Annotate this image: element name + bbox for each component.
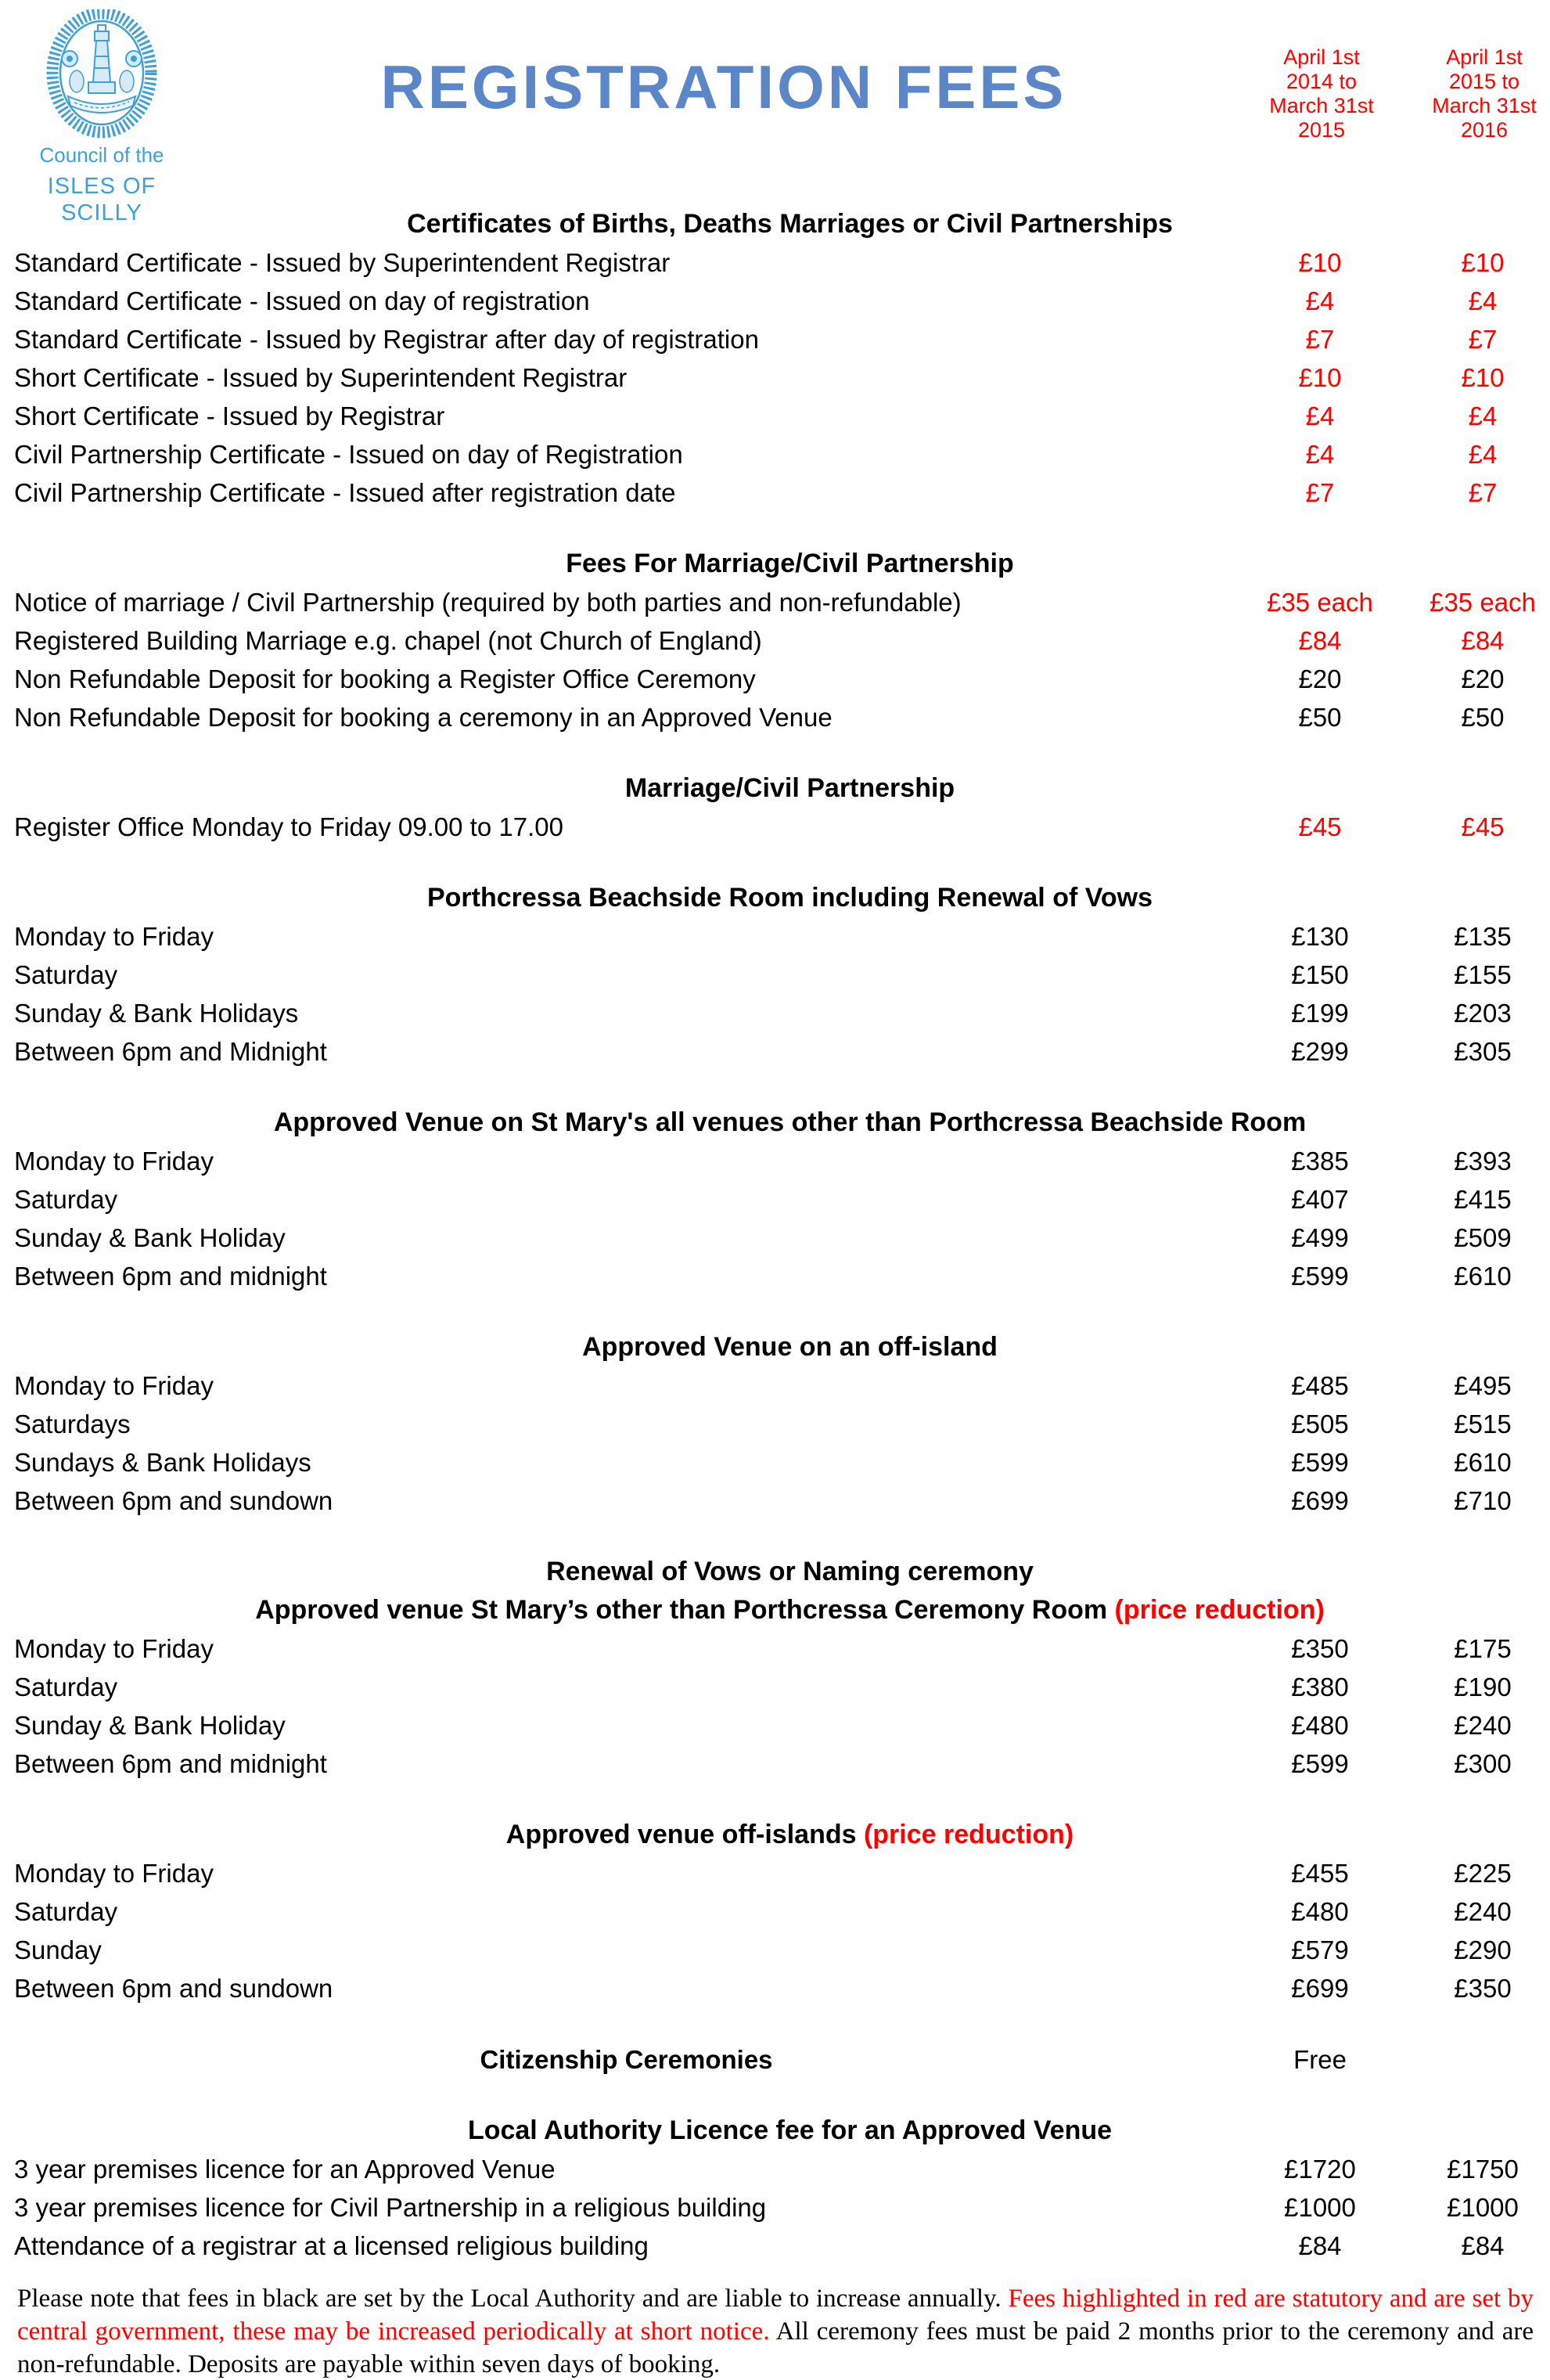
section-title: Approved Venue on an off-island: [582, 1332, 998, 1362]
fee-row: [0, 1668, 1550, 1706]
fee-label: Notice of marriage / Civil Partnership (required by both parties and non-refundable): [14, 587, 962, 617]
fee-row: [0, 1180, 1550, 1219]
period1-line2: 2014 to: [1286, 70, 1358, 93]
fee-label: Attendance of a registrar at a licensed religious building: [14, 2231, 649, 2260]
period2-line3: March 31st: [1432, 94, 1537, 117]
fee-2014-15-value: £350: [1291, 1633, 1349, 1663]
fee-row: [0, 2188, 1550, 2227]
price-reduction-note: (price reduction): [1114, 1595, 1325, 1625]
fee-row: [0, 358, 1550, 397]
fee-2014-15-value: £599: [1291, 1261, 1349, 1291]
fee-2014-15-value: £4: [1305, 439, 1335, 469]
fee-2015-16-value: £350: [1454, 1973, 1512, 2003]
logo-caption-line1: Council of the: [39, 143, 164, 167]
fee-2014-15-value: £505: [1291, 1409, 1349, 1438]
section-subtitle: [0, 1591, 1550, 1629]
section-title: Local Authority Licence fee for an Approved Venue: [467, 2115, 1113, 2145]
fee-label: Sunday & Bank Holiday: [14, 1222, 286, 1252]
section-title: Marriage/Civil Partnership: [624, 773, 955, 803]
fee-2015-16-value: £84: [1461, 2231, 1505, 2260]
fee-label: Standard Certificate - Issued on day of registration: [14, 286, 590, 315]
fee-row: [0, 2040, 1550, 2079]
fee-row: [0, 1366, 1550, 1405]
fee-2015-16-value: £225: [1454, 1858, 1512, 1888]
footer-note-red: Fees highlighted in red are statutory and are set by central government, these may be increased periodically at short notice.: [17, 2285, 1534, 2346]
fee-2014-15-value: £299: [1291, 1036, 1349, 1066]
fee-2015-16-value: £305: [1454, 1036, 1512, 1066]
section-approved-venue-off-island: [0, 1328, 1550, 1520]
fee-2014-15-value: £7: [1305, 477, 1335, 507]
logo-caption-line2: ISLES OF SCILLY: [47, 174, 156, 225]
section-title: Porthcressa Beachside Room including Renewal of Vows: [426, 883, 1153, 913]
fee-label: Saturday: [14, 1896, 118, 1926]
footer-note-black-1: Please note that fees in black are set by the Local Authority and are liable to increase annually.: [17, 2285, 1009, 2313]
fee-2015-16-value: £45: [1461, 812, 1505, 841]
section-title-text: Approved venue off-islands: [505, 1820, 864, 1849]
fee-2015-16-value: £290: [1454, 1935, 1512, 1964]
fee-2015-16-value: £710: [1454, 1485, 1512, 1515]
fee-row: [0, 1969, 1550, 2007]
fee-2014-15-value: Free: [1293, 2044, 1347, 2074]
fee-row: [0, 660, 1550, 698]
fee-2015-16-value: £4: [1468, 439, 1498, 469]
fee-label: Monday to Friday: [14, 921, 214, 951]
fee-2015-16-value: £10: [1461, 362, 1505, 392]
fee-2014-15-value: £380: [1291, 1672, 1349, 1701]
price-reduction-note: (price reduction): [863, 1820, 1074, 1849]
fee-2014-15-value: £485: [1291, 1370, 1349, 1400]
fee-label: Monday to Friday: [14, 1370, 214, 1400]
section-title: [0, 1816, 1550, 1854]
fee-label: Between 6pm and Midnight: [14, 1036, 327, 1066]
fee-label: Civil Partnership Certificate - Issued after registration date: [14, 477, 676, 507]
page-title: REGISTRATION FEES: [380, 52, 1067, 121]
fee-label: Between 6pm and midnight: [14, 1261, 327, 1291]
fee-2014-15-value: £579: [1291, 1935, 1349, 1964]
fee-2014-15-value: £480: [1291, 1896, 1349, 1926]
fee-row: [0, 1744, 1550, 1783]
fee-label: Sundays & Bank Holidays: [14, 1447, 311, 1477]
fee-row: [0, 1931, 1550, 1969]
fee-row: [0, 2227, 1550, 2265]
fee-label: Short Certificate - Issued by Registrar: [14, 401, 445, 430]
period1-line1: April 1st: [1283, 45, 1360, 69]
fee-row: [0, 243, 1550, 282]
fee-label: Saturday: [14, 1672, 118, 1701]
fee-label: Sunday & Bank Holidays: [14, 998, 299, 1028]
fee-2014-15-value: £1000: [1284, 2192, 1356, 2222]
fee-row: [0, 1854, 1550, 1892]
fee-2014-15-value: £455: [1291, 1858, 1349, 1888]
fee-2014-15-value: £4: [1305, 286, 1335, 315]
fee-2014-15-value: £84: [1298, 625, 1342, 655]
section-certificates: [0, 205, 1550, 512]
fee-row: [0, 1706, 1550, 1744]
fee-2014-15-value: £84: [1298, 2231, 1342, 2260]
fee-row: [0, 698, 1550, 736]
fee-2014-15-value: £385: [1291, 1146, 1349, 1176]
period-column-2015-2016: [1414, 45, 1550, 142]
section-porthcressa: [0, 879, 1550, 1071]
fee-row: [0, 917, 1550, 956]
fee-2015-16-value: £4: [1468, 286, 1498, 315]
fee-2014-15-value: £35 each: [1267, 587, 1373, 617]
fee-2014-15-value: £199: [1291, 998, 1349, 1028]
fee-label: Sunday & Bank Holiday: [14, 1710, 286, 1740]
fee-2015-16-value: £4: [1468, 401, 1498, 430]
fee-2014-15-value: £50: [1298, 702, 1342, 732]
fee-2015-16-value: £7: [1468, 324, 1498, 354]
council-seal-icon: [29, 9, 174, 139]
fee-2015-16-value: £1000: [1447, 2192, 1519, 2222]
period2-line2: 2015 to: [1448, 70, 1520, 93]
fee-row: [0, 956, 1550, 994]
fee-2015-16-value: £240: [1454, 1896, 1512, 1926]
fee-row: [0, 1032, 1550, 1071]
fee-2014-15-value: £45: [1298, 812, 1342, 841]
fee-2015-16-value: £509: [1454, 1222, 1512, 1252]
fee-label: Registered Building Marriage e.g. chapel (not Church of England): [14, 625, 762, 655]
fee-label: 3 year premises licence for Civil Partnership in a religious building: [14, 2192, 767, 2222]
fee-label: Monday to Friday: [14, 1146, 214, 1176]
fee-label: Monday to Friday: [14, 1858, 214, 1888]
fee-2014-15-value: £480: [1291, 1710, 1349, 1740]
fee-row: [0, 1142, 1550, 1180]
fee-label: 3 year premises licence for an Approved Venue: [14, 2154, 556, 2184]
fee-2014-15-value: £10: [1298, 247, 1342, 277]
section-licence-fee: [0, 2112, 1550, 2265]
fee-2015-16-value: £1750: [1447, 2154, 1519, 2184]
section-title: Renewal of Vows or Naming ceremony: [546, 1557, 1034, 1586]
fee-label: Between 6pm and midnight: [14, 1748, 327, 1778]
fee-2015-16-value: £35 each: [1430, 587, 1536, 617]
section-marriage-civil-partnership: [0, 769, 1550, 846]
fee-2014-15-value: £499: [1291, 1222, 1349, 1252]
fee-2015-16-value: £495: [1454, 1370, 1512, 1400]
fee-row: [0, 1219, 1550, 1257]
fee-label: Non Refundable Deposit for booking a Register Office Ceremony: [14, 664, 756, 693]
section-title: Citizenship Ceremonies: [480, 2044, 773, 2074]
fee-2014-15-value: £407: [1291, 1184, 1349, 1214]
fee-2014-15-value: £4: [1305, 401, 1335, 430]
fee-label: Saturdays: [14, 1409, 131, 1438]
fee-row: [0, 1257, 1550, 1295]
section-subtitle-text: Approved venue St Mary’s other than Porthcressa Ceremony Room: [255, 1595, 1115, 1625]
fee-2015-16-value: £7: [1468, 477, 1498, 507]
fee-label: Register Office Monday to Friday 09.00 to 17.00: [14, 812, 563, 841]
section-title: Fees For Marriage/Civil Partnership: [566, 549, 1014, 578]
fee-2015-16-value: £515: [1454, 1409, 1512, 1438]
fee-row: [0, 1629, 1550, 1668]
fee-row: [0, 473, 1550, 512]
fee-row: [0, 583, 1550, 621]
fee-row: [0, 1482, 1550, 1520]
fee-label: Standard Certificate - Issued by Registrar after day of registration: [14, 324, 759, 354]
fee-2015-16-value: £610: [1454, 1447, 1512, 1477]
section-title: Approved Venue on St Mary's all venues other than Porthcressa Beachside Room: [273, 1107, 1307, 1137]
fee-2014-15-value: £7: [1305, 324, 1335, 354]
fee-row: [0, 2150, 1550, 2188]
fee-2015-16-value: £393: [1454, 1146, 1512, 1176]
fee-row: [0, 621, 1550, 660]
fee-label: Short Certificate - Issued by Superintendent Registrar: [14, 362, 628, 392]
fee-label: Standard Certificate - Issued by Superintendent Registrar: [14, 247, 671, 277]
period2-line4: 2016: [1460, 118, 1509, 142]
fee-2014-15-value: £699: [1291, 1973, 1349, 2003]
period1-line3: March 31st: [1269, 94, 1374, 117]
period-column-2014-2015: [1251, 45, 1392, 142]
fee-row: [0, 1405, 1550, 1443]
section-renewal-naming: [0, 1553, 1550, 1783]
fee-row: [0, 435, 1550, 473]
fee-row: [0, 397, 1550, 435]
section-citizenship: [0, 2040, 1550, 2079]
fee-2015-16-value: £135: [1454, 921, 1512, 951]
fee-2015-16-value: £20: [1461, 664, 1505, 693]
period2-line1: April 1st: [1446, 45, 1523, 69]
fee-label: Between 6pm and sundown: [14, 1485, 333, 1515]
fee-2015-16-value: £84: [1461, 625, 1505, 655]
fee-label: Civil Partnership Certificate - Issued on day of Registration: [14, 439, 683, 469]
fee-row: [0, 808, 1550, 846]
footer-note: [17, 2282, 1534, 2380]
fee-2014-15-value: £599: [1291, 1447, 1349, 1477]
fee-2015-16-value: £240: [1454, 1710, 1512, 1740]
fee-row: [0, 1443, 1550, 1482]
fee-row: [0, 1892, 1550, 1931]
fee-2014-15-value: £20: [1298, 664, 1342, 693]
fee-2015-16-value: £300: [1454, 1748, 1512, 1778]
fee-2015-16-value: £415: [1454, 1184, 1512, 1214]
fee-label: Saturday: [14, 1184, 118, 1214]
fee-label: Monday to Friday: [14, 1633, 214, 1663]
fee-2014-15-value: £599: [1291, 1748, 1349, 1778]
fee-2015-16-value: £203: [1454, 998, 1512, 1028]
section-title: Certificates of Births, Deaths Marriages or Civil Partnerships: [407, 209, 1173, 239]
fee-row: [0, 282, 1550, 320]
fee-2014-15-value: £699: [1291, 1485, 1349, 1515]
fee-label: Non Refundable Deposit for booking a ceremony in an Approved Venue: [14, 702, 833, 732]
fee-2014-15-value: £10: [1298, 362, 1342, 392]
fee-label: Saturday: [14, 960, 118, 989]
fee-2014-15-value: £1720: [1284, 2154, 1356, 2184]
fee-2014-15-value: £150: [1291, 960, 1349, 989]
fee-label: Sunday: [14, 1935, 102, 1964]
fee-2014-15-value: £130: [1291, 921, 1349, 951]
fee-2015-16-value: £175: [1454, 1633, 1512, 1663]
council-logo: [27, 9, 176, 226]
fee-table: [0, 196, 1550, 2265]
fee-2015-16-value: £610: [1454, 1261, 1512, 1291]
fee-2015-16-value: £10: [1461, 247, 1505, 277]
period1-line4: 2015: [1297, 118, 1346, 142]
fee-2015-16-value: £50: [1461, 702, 1505, 732]
fee-2015-16-value: £155: [1454, 960, 1512, 989]
section-approved-venue-st-marys: [0, 1104, 1550, 1295]
footer-note-black-2: All ceremony fees must be paid 2 months prior to the ceremony and are non-refundable. Deposits are payable within seven days of booking.: [17, 2317, 1534, 2378]
fee-label: Between 6pm and sundown: [14, 1973, 333, 2003]
fee-2015-16-value: £190: [1454, 1672, 1512, 1701]
fee-row: [0, 320, 1550, 358]
section-marriage-fees: [0, 545, 1550, 736]
section-off-islands-reduction: [0, 1816, 1550, 2007]
fee-row: [0, 994, 1550, 1032]
